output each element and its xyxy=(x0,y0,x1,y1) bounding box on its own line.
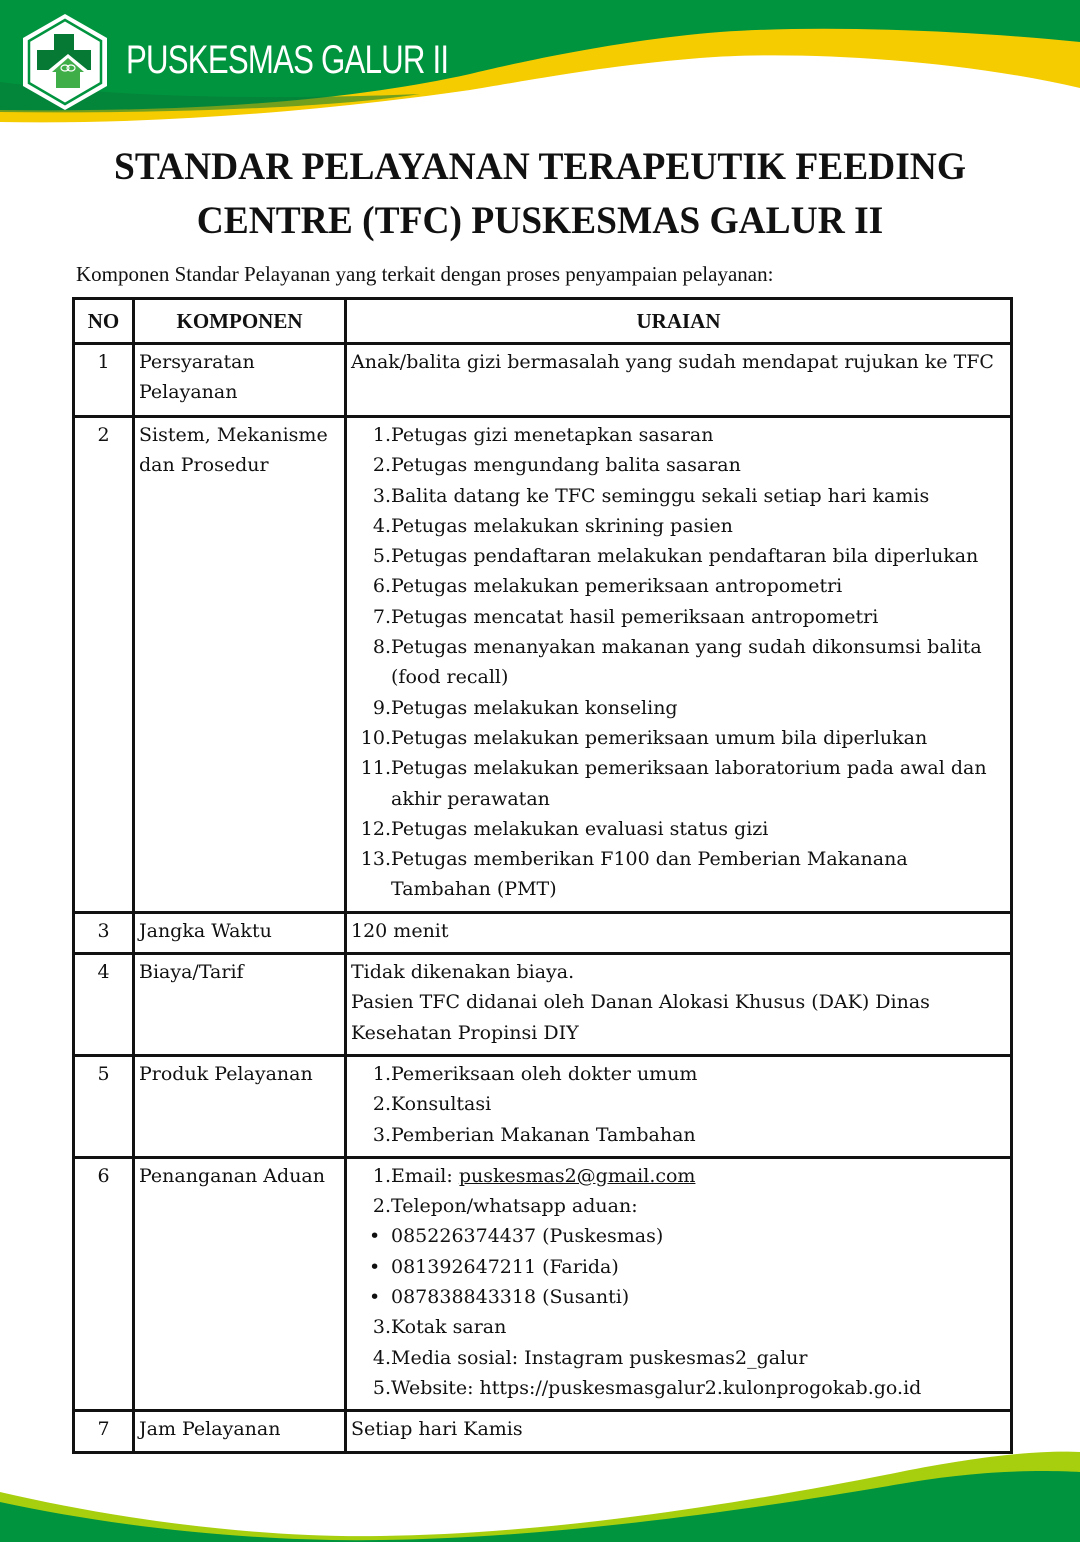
table-row xyxy=(74,344,1012,417)
footer-wave-shape xyxy=(0,1440,1080,1542)
list-item xyxy=(355,1312,1010,1342)
table-row xyxy=(74,1055,1012,1157)
phone-item xyxy=(355,1282,1010,1312)
intro-text: Komponen Standar Pelayanan yang terkait dengan proses penyampaian pelayanan: xyxy=(76,262,774,286)
row-uraian: Setiap hari Kamis xyxy=(346,1411,1012,1452)
list-text: Pemeriksaan oleh dokter umum xyxy=(391,1062,698,1085)
list-item xyxy=(355,753,1010,814)
list-item xyxy=(355,1191,1010,1221)
complaint-channel-list xyxy=(351,1161,1010,1403)
row-number: 6 xyxy=(74,1157,134,1410)
row-uraian xyxy=(346,417,1012,913)
list-number: 1. xyxy=(372,424,391,446)
footer-wave xyxy=(0,1440,1080,1542)
list-number: 11. xyxy=(360,757,391,780)
puskesmas-logo-icon xyxy=(20,12,110,112)
product-list xyxy=(351,1059,1010,1150)
social-media: Media sosial: Instagram puskesmas2_galur xyxy=(391,1346,808,1369)
list-item xyxy=(355,420,1010,450)
list-text: Petugas melakukan evaluasi status gizi xyxy=(391,817,769,840)
row-uraian xyxy=(346,954,1012,1056)
row-uraian xyxy=(346,1055,1012,1157)
list-text: Petugas melakukan skrining pasien xyxy=(391,514,733,537)
list-number: 4. xyxy=(372,514,391,537)
list-item xyxy=(355,511,1010,541)
list-item xyxy=(355,481,1010,511)
list-number: 2. xyxy=(372,1195,391,1218)
list-text: Petugas memberikan F100 dan Pemberian Makanana Tambahan (PMT) xyxy=(391,848,908,901)
header-komponen: KOMPONEN xyxy=(134,299,346,344)
row-number: 4 xyxy=(74,954,134,1056)
fee-statement: Tidak dikenakan biaya. xyxy=(351,961,575,984)
list-item xyxy=(355,541,1010,571)
row-uraian: 120 menit xyxy=(346,912,1012,953)
list-text: Petugas gizi menetapkan sasaran xyxy=(391,424,714,446)
list-number: 9. xyxy=(372,696,391,719)
header-uraian: URAIAN xyxy=(346,299,1012,344)
email-label: Email: xyxy=(391,1164,459,1187)
list-item xyxy=(355,1059,1010,1089)
list-number: 5. xyxy=(372,1376,391,1399)
website: Website: https://puskesmasgalur2.kulonprogokab.go.id xyxy=(391,1376,922,1399)
row-komponen: Penanganan Aduan xyxy=(134,1157,346,1410)
list-item xyxy=(355,723,1010,753)
phone-label: Telepon/whatsapp aduan: xyxy=(391,1195,638,1218)
table-row xyxy=(74,912,1012,953)
phone-number: 081392647211 (Farida) xyxy=(391,1255,619,1278)
funding-statement: Pasien TFC didanai oleh Danan Alokasi Khusus (DAK) Dinas Kesehatan Propinsi DIY xyxy=(351,991,930,1044)
list-text: Petugas mencatat hasil pemeriksaan antropometri xyxy=(391,605,879,628)
list-number: 5. xyxy=(372,545,391,568)
list-item xyxy=(355,1120,1010,1150)
list-number: 10. xyxy=(360,726,391,749)
page-title-line2: CENTRE (TFC) PUSKESMAS GALUR II xyxy=(196,199,884,242)
list-number: 6. xyxy=(372,575,391,598)
list-item xyxy=(355,571,1010,601)
list-text: Petugas melakukan pemeriksaan laboratorium pada awal dan akhir perawatan xyxy=(391,757,987,810)
list-item xyxy=(355,632,1010,693)
page-title xyxy=(0,140,1080,248)
list-number: 7. xyxy=(372,605,391,628)
procedure-list xyxy=(351,420,1010,905)
list-text: Petugas melakukan pemeriksaan umum bila diperlukan xyxy=(391,726,928,749)
list-number: 2. xyxy=(372,1093,391,1116)
list-number: 13. xyxy=(360,848,391,871)
row-number: 1 xyxy=(74,344,134,417)
list-item xyxy=(355,450,1010,480)
row-komponen: Biaya/Tarif xyxy=(134,954,346,1056)
list-number: 3. xyxy=(372,484,391,507)
bullet-icon: • xyxy=(369,1255,381,1278)
suggestion-box: Kotak saran xyxy=(391,1316,507,1339)
table-row xyxy=(74,417,1012,913)
row-komponen: Sistem, Mekanisme dan Prosedur xyxy=(134,417,346,913)
list-item xyxy=(355,693,1010,723)
list-text: Petugas menanyakan makanan yang sudah dikonsumsi balita (food recall) xyxy=(391,636,982,689)
table-header-row xyxy=(74,299,1012,344)
list-text: Petugas melakukan pemeriksaan antropometri xyxy=(391,575,843,598)
list-text: Konsultasi xyxy=(391,1093,492,1116)
list-text: Pemberian Makanan Tambahan xyxy=(391,1123,696,1146)
bullet-icon: • xyxy=(369,1225,381,1248)
list-text: Petugas mengundang balita sasaran xyxy=(391,454,741,477)
row-uraian: Anak/balita gizi bermasalah yang sudah mendapat rujukan ke TFC xyxy=(346,344,1012,417)
list-item xyxy=(355,602,1010,632)
list-text: Petugas pendaftaran melakukan pendaftaran bila diperlukan xyxy=(391,545,979,568)
list-item xyxy=(355,1161,1010,1191)
list-text: Petugas melakukan konseling xyxy=(391,696,678,719)
list-item xyxy=(355,814,1010,844)
phone-item xyxy=(355,1221,1010,1251)
row-uraian xyxy=(346,1157,1012,1410)
list-text: Balita datang ke TFC seminggu sekali setiap hari kamis xyxy=(391,484,930,507)
phone-number: 085226374437 (Puskesmas) xyxy=(391,1225,664,1248)
list-number: 1. xyxy=(372,1164,391,1187)
row-komponen: Produk Pelayanan xyxy=(134,1055,346,1157)
service-standard-table xyxy=(72,297,1013,1454)
list-number: 12. xyxy=(360,817,391,840)
list-number: 3. xyxy=(372,1316,391,1339)
row-number: 7 xyxy=(74,1411,134,1452)
row-komponen: Persyaratan Pelayanan xyxy=(134,344,346,417)
page-title-line1: STANDAR PELAYANAN TERAPEUTIK FEEDING xyxy=(114,145,966,188)
row-number: 5 xyxy=(74,1055,134,1157)
list-item xyxy=(355,1343,1010,1373)
list-number: 1. xyxy=(372,1062,391,1085)
list-number: 2. xyxy=(372,454,391,477)
phone-number: 087838843318 (Susanti) xyxy=(391,1286,630,1309)
header-no: NO xyxy=(74,299,134,344)
list-number: 8. xyxy=(372,636,391,659)
table-row xyxy=(74,1157,1012,1410)
list-item xyxy=(355,844,1010,905)
list-number: 3. xyxy=(372,1123,391,1146)
row-komponen: Jam Pelayanan xyxy=(134,1411,346,1452)
table-row xyxy=(74,954,1012,1056)
email-link[interactable]: puskesmas2@gmail.com xyxy=(458,1164,696,1187)
list-number: 4. xyxy=(372,1346,391,1369)
list-item xyxy=(355,1089,1010,1119)
bullet-icon: • xyxy=(369,1286,381,1309)
header-banner xyxy=(0,0,1080,130)
brand-name: PUSKESMAS GALUR II xyxy=(126,38,449,82)
row-number: 2 xyxy=(74,417,134,913)
row-komponen: Jangka Waktu xyxy=(134,912,346,953)
list-item xyxy=(355,1373,1010,1403)
row-number: 3 xyxy=(74,912,134,953)
phone-item xyxy=(355,1252,1010,1282)
